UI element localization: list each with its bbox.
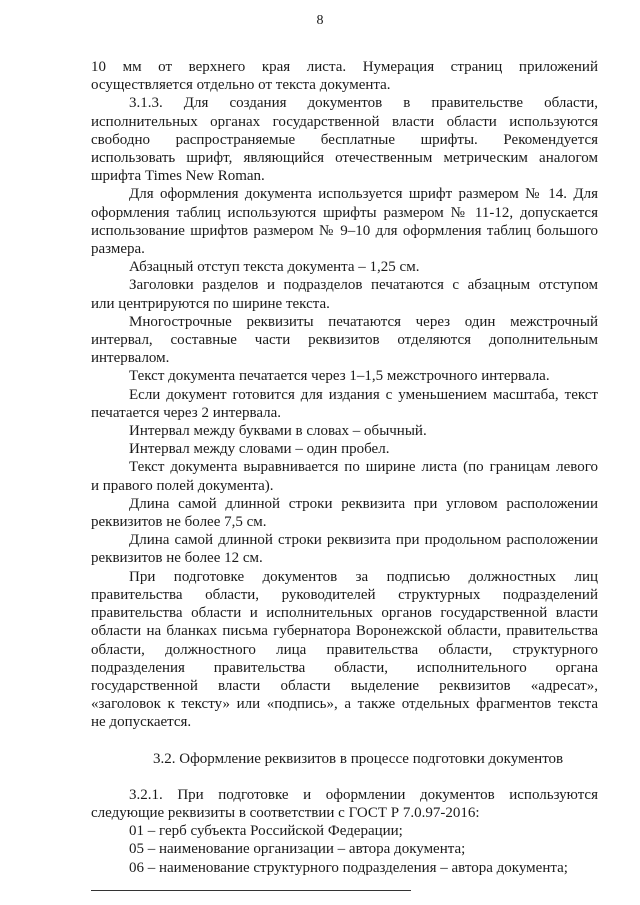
paragraph-line: реквизитов не более 7,5 см. bbox=[91, 514, 267, 531]
paragraph-line: печатается через 2 интервала. bbox=[91, 404, 282, 421]
paragraph-line: «заголовок к тексту» или «подпись», а также отдельных фрагментов текста bbox=[91, 696, 598, 713]
paragraph-line: подразделения правительства области, исполнительного органа bbox=[91, 659, 598, 676]
paragraph-line: или центрируются по ширине текста. bbox=[91, 295, 330, 312]
paragraphs-after-heading bbox=[91, 786, 598, 877]
paragraph-line: реквизитов не более 12 см. bbox=[91, 550, 263, 567]
document-body bbox=[91, 58, 598, 877]
paragraph-line: Для оформления документа используется шрифт размером № 14. Для bbox=[129, 186, 598, 203]
paragraph-line: Текст документа печатается через 1–1,5 межстрочного интервала. bbox=[129, 368, 550, 385]
paragraph-line: государственной власти области выделение реквизитов «адресат», bbox=[91, 677, 598, 694]
paragraph-line: оформления таблиц используются шрифты размером № 11-12, допускается bbox=[91, 204, 598, 221]
paragraph-line: 01 – герб субъекта Российской Федерации; bbox=[129, 823, 403, 840]
paragraph-line: Многострочные реквизиты печатаются через один межстрочный bbox=[129, 313, 598, 330]
paragraph-line: Интервал между буквами в словах – обычный. bbox=[129, 423, 427, 440]
paragraph-line: Если документ готовится для издания с уменьшением масштаба, текст bbox=[129, 386, 598, 403]
paragraph-line: исполнительных органах государственной власти области используются bbox=[91, 113, 598, 130]
paragraph-line: шрифта Times New Roman. bbox=[91, 168, 265, 185]
paragraph-line: Интервал между словами – один пробел. bbox=[129, 441, 390, 458]
paragraph-line: правительства области, руководителей структурных подразделений bbox=[91, 586, 598, 603]
paragraph-line: использование шрифтов размером № 9–10 для оформления таблиц большого bbox=[91, 222, 598, 239]
paragraph-line: Текст документа выравнивается по ширине листа (по границам левого bbox=[129, 459, 598, 476]
paragraph-line: свободно распространяемые бесплатные шрифты. Рекомендуется bbox=[91, 131, 598, 148]
paragraph-line: области, должностного лица правительства области, структурного bbox=[91, 641, 598, 658]
paragraph-line: правительства области и исполнительных органов государственной власти bbox=[91, 605, 598, 622]
paragraph-line: следующие реквизиты в соответствии с ГОСТ Р 7.0.97-2016: bbox=[91, 804, 480, 821]
paragraph-line: размера. bbox=[91, 241, 145, 258]
page-number: 8 bbox=[316, 13, 324, 28]
paragraph-line: Абзацный отступ текста документа – 1,25 см. bbox=[129, 259, 420, 276]
section-heading: 3.2. Оформление реквизитов в процессе подготовки документов bbox=[153, 750, 564, 767]
paragraph-line: 06 – наименование структурного подразделения – автора документа; bbox=[129, 859, 568, 876]
paragraph-line: 05 – наименование организации – автора документа; bbox=[129, 841, 466, 858]
paragraph-line: 10 мм от верхнего края листа. Нумерация страниц приложений bbox=[91, 59, 598, 75]
paragraph-line: области на бланках письма губернатора Воронежской области, правительства bbox=[91, 623, 598, 640]
paragraph-line: 3.1.3. Для создания документов в правительстве области, bbox=[129, 95, 598, 112]
paragraph-line: интервалом. bbox=[91, 350, 170, 367]
paragraph-line: осуществляется отдельно от текста документа. bbox=[91, 77, 391, 94]
footer-divider bbox=[91, 890, 411, 891]
paragraph-line: При подготовке документов за подписью должностных лиц bbox=[129, 568, 598, 585]
paragraph-line: Длина самой длинной строки реквизита при продольном расположении bbox=[129, 532, 598, 549]
paragraphs-before-heading bbox=[91, 58, 598, 732]
paragraph-line: не допускается. bbox=[91, 714, 192, 731]
paragraph-line: Длина самой длинной строки реквизита при угловом расположении bbox=[129, 495, 598, 512]
paragraph-line: интервал, составные части реквизитов отделяются дополнительным bbox=[91, 332, 598, 349]
paragraph-line: и правого полей документа). bbox=[91, 477, 274, 494]
paragraph-line: 3.2.1. При подготовке и оформлении документов используются bbox=[129, 786, 598, 803]
paragraph-line: Заголовки разделов и подразделов печатаются с абзацным отступом bbox=[129, 277, 598, 294]
paragraph-line: использовать шрифт, являющийся отечественным метрическим аналогом bbox=[91, 150, 598, 167]
